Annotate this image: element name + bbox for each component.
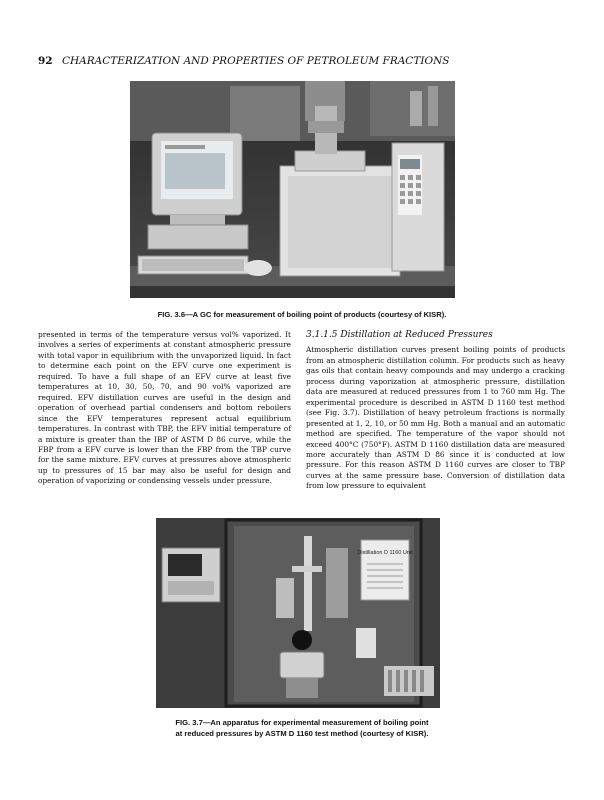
running-title: CHARACTERIZATION AND PROPERTIES OF PETROLEUM FRACTIONS bbox=[61, 55, 450, 67]
right-column-paragraph: Atmospheric distillation curves present boiling points of products from an atmospheric distillation column. For products such as heavy gas oils that contain heavy compounds and may undergo a cracking process during vaporization at atmospheric pressure, distillation data are measured at reduced pressures from 1 to 760 mm Hg. The experimental procedure is described in ASTM D 1160 test method (see Fig. 3.7). Distillation of heavy petroleum fractions is normally presented at 1, 2, 10, or 50 mm Hg. Both a manual and an automatic method are specified. The temperature of the vapor should not exceed 400°C (750°F). ASTM D 1160 distillation data are measured more accurately than ASTM D 86 since it is conducted at low pressure. For this reason ASTM D 1160 curves are closer to TBP curves at the same pressure base. Conversion of distillation data from low pressure to equivalent bbox=[306, 345, 565, 491]
right-column bbox=[306, 330, 565, 492]
figure-3-6-caption: FIG. 3.6—A GC for measurement of boiling point of products (courtesy of KISR). bbox=[157, 310, 447, 319]
figure-3-7-caption-line-2: at reduced pressures by ASTM D 1160 test method (courtesy of KISR). bbox=[175, 729, 429, 738]
apparatus-sign-text: Distillation D 1160 Unit bbox=[357, 550, 413, 556]
figure-3-7-caption bbox=[100, 717, 504, 739]
left-column-paragraph: presented in terms of the temperature versus vol% vaporized. It involves a series of experiments at constant atmospheric pressure with total vapor in equilibrium with the unvaporized liquid. In fact to determine each point on the EFV curve one experiment is required. To have a full shape of an EFV curve at least five temperatures at 10, 30, 50, 70, and 90 vol% vaporized are required. EFV distillation curves are useful in the design and operation of overhead partial condensers and bottom reboilers since the EFV temperatures represent actual equilibrium temperatures. In contrast with TBP, the EFV initial temperature of a mixture is greater than the IBP of ASTM D 86 curve, while the FBP from a EFV curve is lower than the FBP from the TBP curve for the same mixture. EFV curves at pressures above atmospheric up to pressures of 15 bar may also be useful for design and operation of vaporizing or condensing vessels under pressure. bbox=[38, 330, 291, 486]
figure-3-6-photo bbox=[130, 81, 455, 298]
section-heading: 3.1.1.5 Distillation at Reduced Pressures bbox=[306, 330, 493, 340]
gc-instrument-image bbox=[130, 81, 455, 298]
figure-3-7-photo bbox=[156, 518, 440, 708]
d1160-apparatus-image bbox=[156, 518, 440, 708]
page-number: 92 bbox=[38, 55, 53, 67]
figure-3-7-caption-line-1: FIG. 3.7—An apparatus for experimental measurement of boiling point bbox=[175, 718, 429, 727]
left-column bbox=[38, 330, 291, 487]
running-header bbox=[38, 55, 449, 67]
